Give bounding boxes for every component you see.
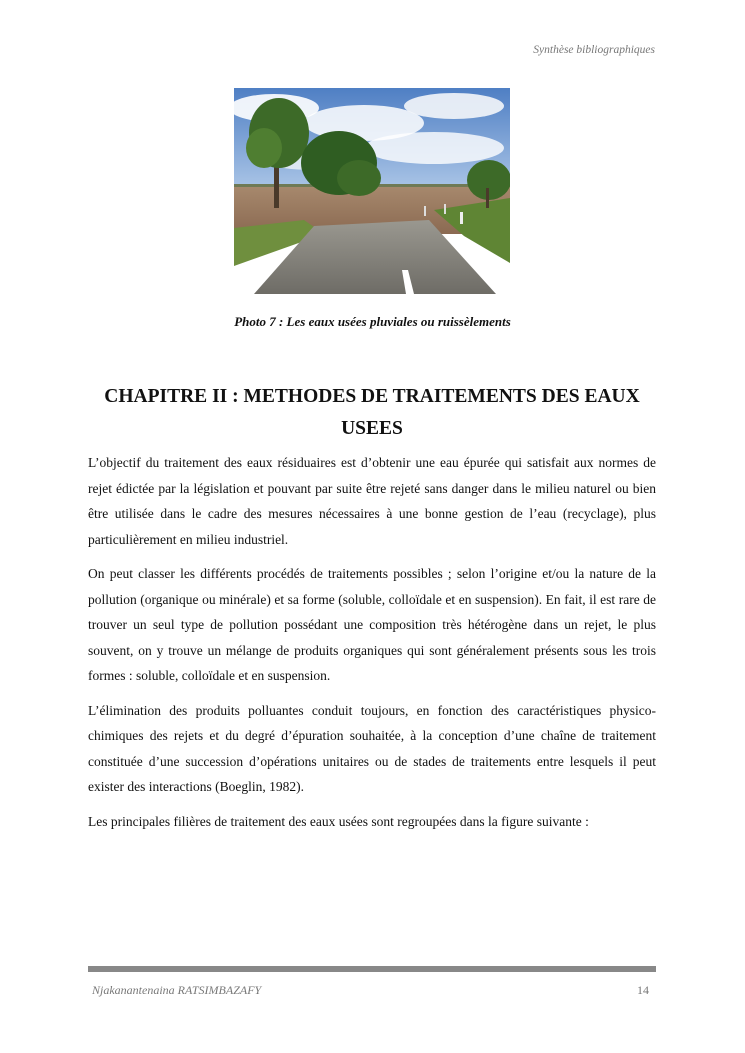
chapter-title: CHAPITRE II : METHODES DE TRAITEMENTS DES EAUX USEES	[104, 386, 640, 439]
paragraph: On peut classer les différents procédés de traitements possibles ; selon l’origine et/ou la nature de la pollution (organique ou minérale) et sa forme (soluble, colloïdale et en suspension). En fait, il est rare de trouver un seul type de pollution possédant une composition très hétérogène dans un rejet, le plus souvent, on y trouve un mélange de produits organiques qui sont généralement présents sous les trois formes : soluble, colloïdale et en suspension.	[88, 566, 656, 683]
body-text	[88, 450, 656, 843]
footer-author: Njakanantenaina RATSIMBAZAFY	[92, 983, 262, 997]
paragraph: Les principales filières de traitement des eaux usées sont regroupées dans la figure suivante :	[88, 813, 589, 829]
flooded-road-photo	[234, 88, 510, 294]
page-number: 14	[637, 983, 649, 997]
running-header: Synthèse bibliographiques	[533, 44, 655, 56]
paragraph: L’élimination des produits polluantes conduit toujours, en fonction des caractéristiques physico-chimiques des rejets et du degré d’épuration souhaitée, à la conception d’une chaîne de traitement constituée d’une succession d’opérations unitaires ou de stades de traitements entre lesquels il peut exister des interactions (Boeglin, 1982).	[88, 702, 656, 794]
photo-caption: Photo 7 : Les eaux usées pluviales ou ruissèlements	[234, 314, 511, 329]
paragraph: L’objectif du traitement des eaux résiduaires est d’obtenir une eau épurée qui satisfait aux normes de rejet édictée par la législation et pouvant par suite être rejeté sans danger dans le milieu naturel ou bien être utilisée dans le cadre des mesures nécessaires à une bonne gestion de l’eau (recyclage), plus particulièrement en milieu industriel.	[88, 455, 656, 547]
footer-divider	[88, 966, 656, 972]
